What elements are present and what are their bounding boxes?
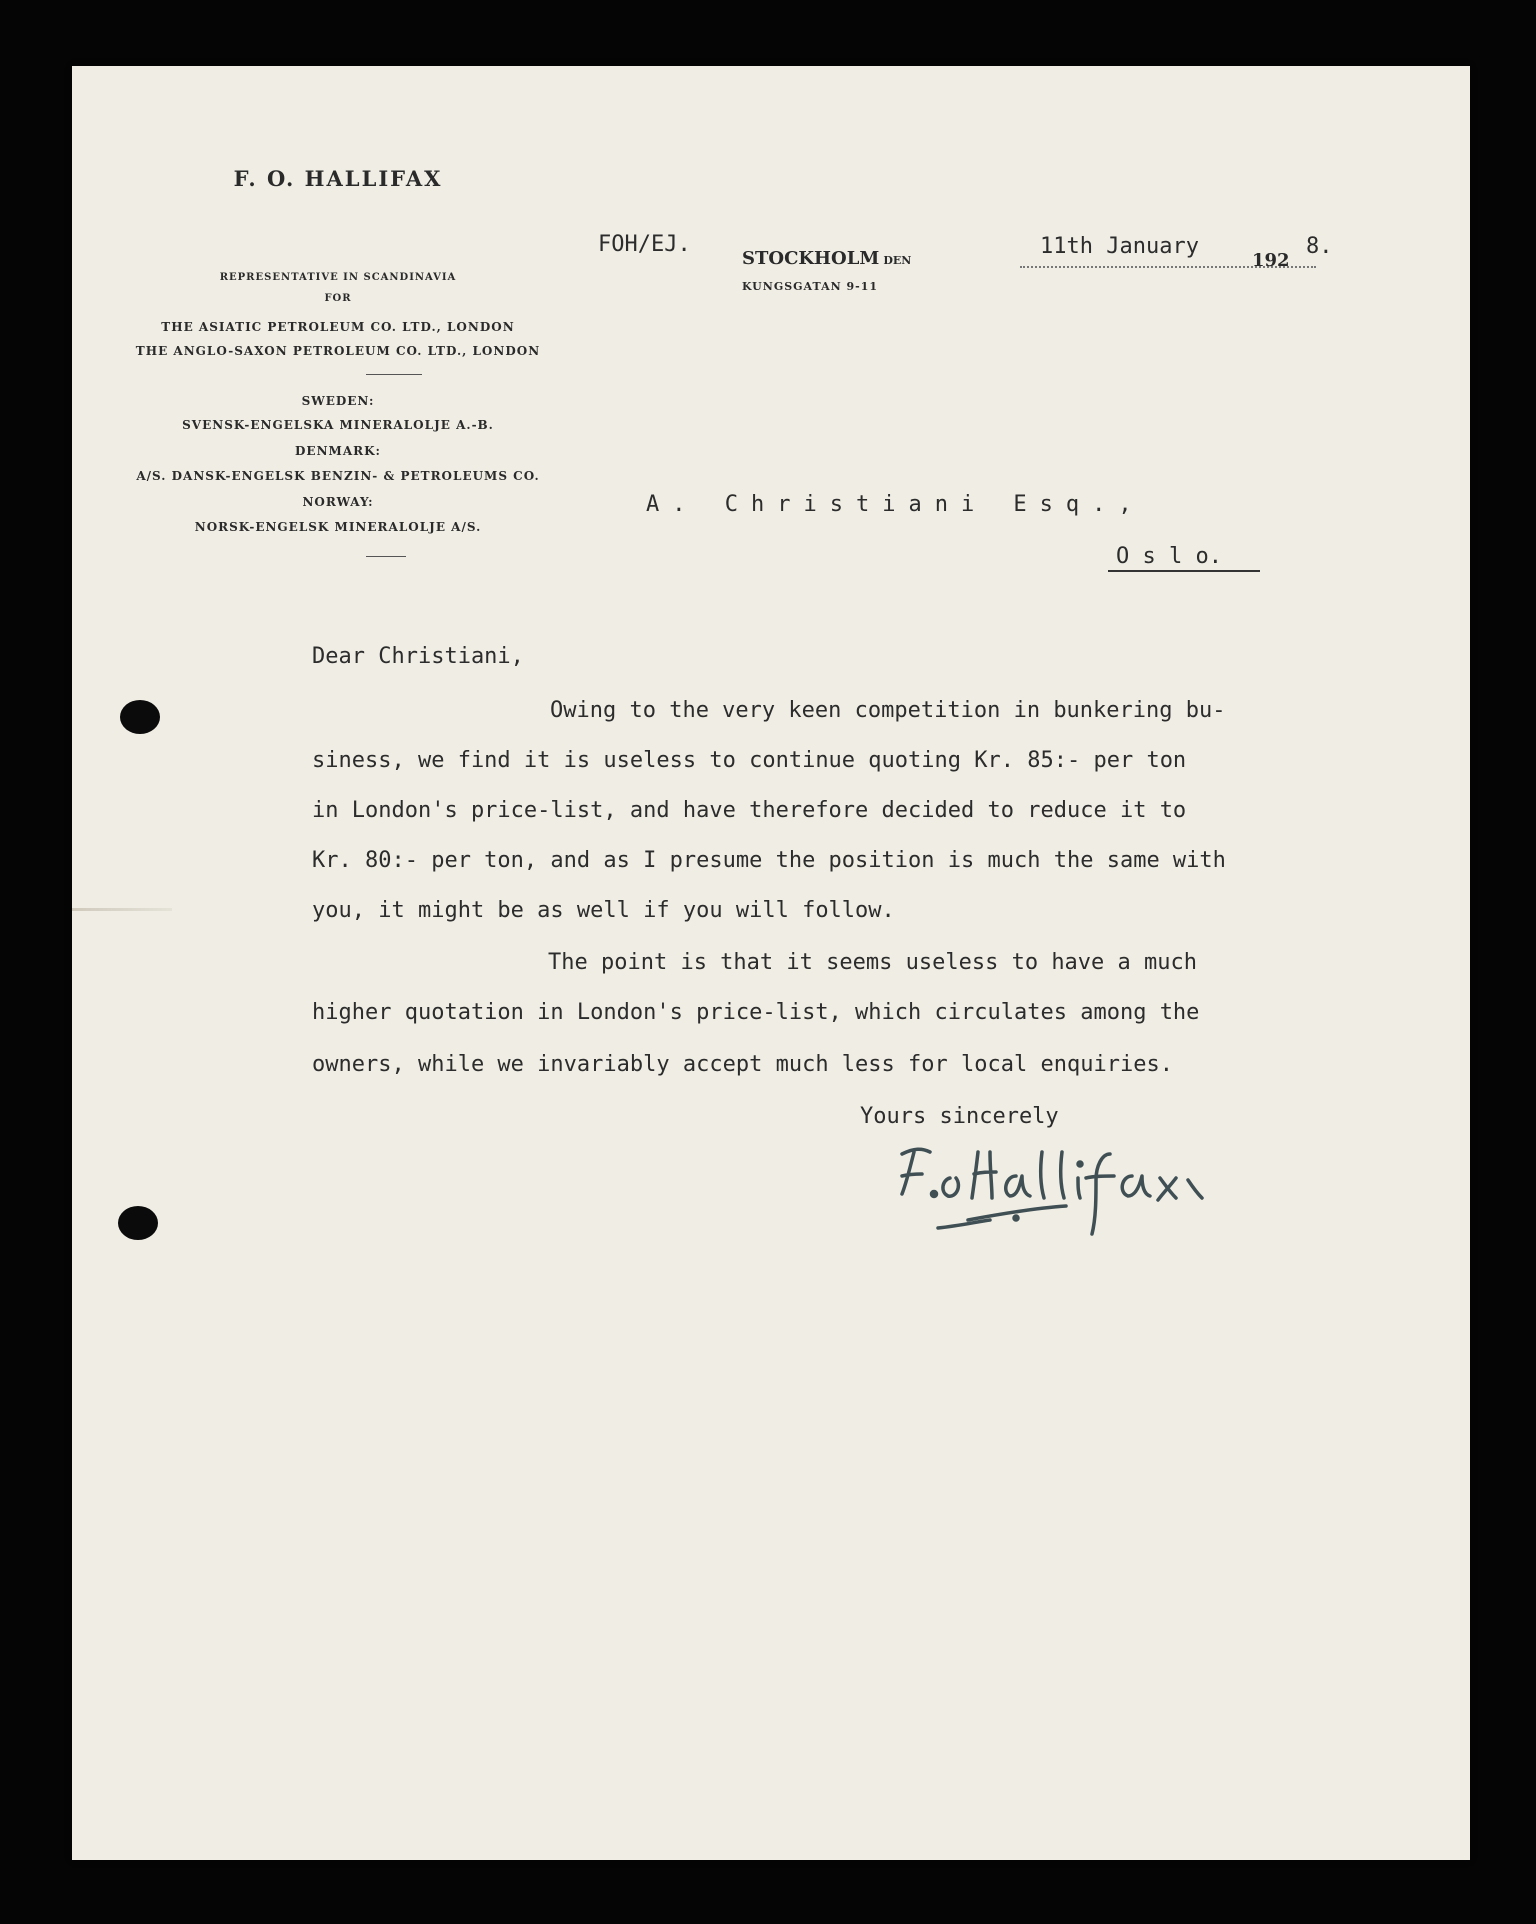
city-name: STOCKHOLM — [742, 248, 880, 269]
year-digit: 8. — [1306, 234, 1333, 259]
street-address: KUNGSGATAN 9-11 — [742, 280, 879, 293]
punch-hole-top — [120, 700, 160, 734]
letterhead-company-2: THE ANGLO-SAXON PETROLEUM CO. LTD., LONDON — [135, 344, 541, 358]
reference-code: FOH/EJ. — [598, 232, 691, 257]
body-line-7: higher quotation in London's price-list, which circulates among the — [312, 1000, 1200, 1025]
letterhead-divider-1 — [366, 374, 422, 375]
letterhead-title: REPRESENTATIVE IN SCANDINAVIA — [219, 272, 457, 283]
letterhead-denmark-label: DENMARK: — [295, 444, 381, 458]
recipient-name: A. Christiani Esq., — [646, 492, 1145, 517]
letterhead-company-1: THE ASIATIC PETROLEUM CO. LTD., LONDON — [161, 320, 515, 334]
den-label: DEN — [883, 254, 912, 267]
body-line-4: Kr. 80:- per ton, and as I presume the position is much the same with — [312, 848, 1226, 873]
signature-image — [810, 1068, 1230, 1248]
city-header — [742, 248, 911, 269]
fold-crease — [72, 908, 172, 911]
recipient-city-underline — [1108, 570, 1260, 572]
letterhead-sweden-company: SVENSK-ENGELSKA MINERALOLJE A.-B. — [182, 418, 494, 432]
body-line-3: in London's price-list, and have therefore decided to reduce it to — [312, 798, 1187, 823]
date-typed: 11th January — [1040, 234, 1199, 259]
body-line-5: you, it might be as well if you will follow. — [312, 898, 895, 923]
salutation: Dear Christiani, — [312, 644, 524, 669]
letterhead-name: F. O. HALLIFAX — [233, 166, 443, 191]
recipient-city: O s l o. — [1116, 544, 1222, 569]
letterhead-divider-2 — [366, 556, 406, 557]
closing: Yours sincerely — [860, 1104, 1059, 1129]
letterhead-denmark-company: A/S. DANSK-ENGELSK BENZIN- & PETROLEUMS CO. — [136, 469, 540, 483]
letterhead-for: FOR — [324, 293, 352, 304]
body-line-8: owners, while we invariably accept much less for local enquiries. — [312, 1052, 1173, 1077]
body-line-6: The point is that it seems useless to have a much — [548, 950, 1198, 975]
punch-hole-bottom — [118, 1206, 158, 1240]
letterhead-sweden-label: SWEDEN: — [301, 394, 375, 408]
letterhead-norway-label: NORWAY: — [302, 495, 374, 509]
body-line-1: Owing to the very keen competition in bunkering bu- — [550, 698, 1226, 723]
year-prefix: 192 — [1252, 250, 1290, 271]
body-line-2: siness, we find it is useless to continue quoting Kr. 85:- per ton — [312, 748, 1187, 773]
letterhead-norway-company: NORSK-ENGELSK MINERALOLJE A/S. — [194, 520, 482, 534]
